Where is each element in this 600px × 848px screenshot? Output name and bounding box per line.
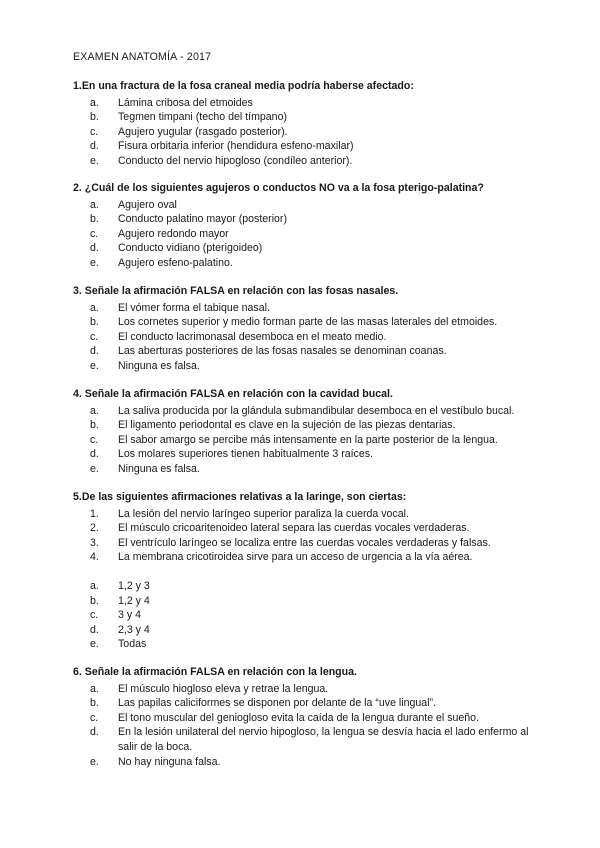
option-row	[73, 241, 543, 256]
option-text: No hay ninguna falsa.	[118, 755, 221, 768]
question-title: 5.De las siguientes afirmaciones relativas a la laringe, son ciertas:	[73, 491, 407, 503]
option-text: Las aberturas posteriores de las fosas nasales se denominan coanas.	[118, 345, 447, 358]
option-row	[73, 110, 543, 125]
question-title: 6. Señale la afirmación FALSA en relación con la lengua.	[73, 666, 357, 678]
option-text: Ninguna es falsa.	[118, 359, 200, 372]
option-marker: b.	[90, 213, 99, 226]
option-text: Conducto del nervio hipogloso (condíleo anterior).	[118, 154, 353, 167]
option-marker: b.	[90, 594, 99, 607]
option-marker: c.	[90, 227, 99, 240]
option-text: Agujero yugular (rasgado posterior).	[118, 125, 288, 138]
question-title: 2. ¿Cuál de los siguientes agujeros o conductos NO va a la fosa pterigo-palatina?	[73, 182, 484, 194]
option-text: El conducto lacrimonasal desemboca en el meato medio.	[118, 330, 387, 343]
option-marker: d.	[90, 140, 99, 153]
option-marker: c.	[90, 125, 99, 138]
option-marker: d.	[90, 448, 99, 461]
option-row	[73, 227, 543, 242]
question-1	[73, 79, 543, 169]
option-row	[73, 711, 543, 726]
option-text: Conducto palatino mayor (posterior)	[118, 213, 287, 226]
option-row	[73, 198, 543, 213]
option-text: Agujero redondo mayor	[118, 227, 229, 240]
option-marker: c.	[90, 609, 99, 622]
statement-text: La lesión del nervio laríngeo superior paraliza la cuerda vocal.	[118, 507, 409, 520]
option-text: Conducto vidiano (pterigoideo)	[118, 242, 263, 255]
option-marker: d.	[90, 345, 99, 358]
statement-text: La membrana cricotiroidea sirve para un acceso de urgencia a la vía aérea.	[118, 551, 473, 564]
question-6	[73, 665, 543, 769]
option-row	[73, 418, 543, 433]
option-row	[73, 755, 543, 770]
question-3	[73, 284, 543, 374]
option-row	[73, 594, 543, 609]
option-row	[73, 608, 543, 623]
option-text: Lámina cribosa del etmoides	[118, 96, 253, 109]
option-marker: a.	[90, 404, 99, 417]
option-marker: b.	[90, 111, 99, 124]
option-text: El sabor amargo se percibe más intensamente en la parte posterior de la lengua.	[118, 433, 498, 446]
statement-row	[73, 521, 543, 536]
option-marker: c.	[90, 433, 99, 446]
option-row	[73, 696, 543, 711]
option-text: El vómer forma el tabique nasal.	[118, 301, 270, 314]
option-marker: e.	[90, 755, 99, 768]
question-2	[73, 181, 543, 271]
option-text: En la lesión unilateral del nervio hipogloso, la lengua se desvía hacia el lado enfermo al salir de la boca.	[118, 726, 529, 753]
option-text: El ligamento periodontal es clave en la sujeción de las piezas dentarias.	[118, 419, 456, 432]
spacer	[73, 565, 543, 579]
option-text: Los cornetes superior y medio forman parte de las masas laterales del etmoides.	[118, 316, 498, 329]
option-row	[73, 344, 543, 359]
option-marker: d.	[90, 623, 99, 636]
option-row	[73, 154, 543, 169]
statement-text: El ventrículo laríngeo se localiza entre las cuerdas vocales verdaderas y falsas.	[118, 536, 491, 549]
statement-marker: 4.	[90, 551, 99, 564]
option-text: Todas	[118, 638, 147, 651]
question-5	[73, 490, 543, 652]
option-row	[73, 301, 543, 316]
option-row	[73, 447, 543, 462]
question-4	[73, 387, 543, 477]
statement-marker: 1.	[90, 507, 99, 520]
option-row	[73, 330, 543, 345]
option-row	[73, 256, 543, 271]
option-marker: b.	[90, 419, 99, 432]
option-text: Los molares superiores tienen habitualmente 3 raíces.	[118, 448, 373, 461]
option-row	[73, 433, 543, 448]
option-text: 2,3 y 4	[118, 623, 150, 636]
option-row	[73, 315, 543, 330]
option-marker: a.	[90, 198, 99, 211]
option-text: Agujero esfeno-palatino.	[118, 256, 233, 269]
option-text: Fisura orbitaria inferior (hendidura esfeno-maxilar)	[118, 140, 354, 153]
option-marker: a.	[90, 96, 99, 109]
statement-row	[73, 536, 543, 551]
option-text: La saliva producida por la glándula submandibular desemboca en el vestíbulo bucal.	[118, 404, 515, 417]
option-text: El tono muscular del geniogloso evita la caída de la lengua durante el sueño.	[118, 711, 480, 724]
option-marker: a.	[90, 682, 99, 695]
option-row	[73, 139, 543, 154]
option-text: Ninguna es falsa.	[118, 462, 200, 475]
option-text: El músculo hiogloso eleva y retrae la lengua.	[118, 682, 329, 695]
option-marker: c.	[90, 711, 99, 724]
option-marker: e.	[90, 256, 99, 269]
option-row	[73, 462, 543, 477]
option-row	[73, 682, 543, 697]
statement-row	[73, 507, 543, 522]
option-row	[73, 623, 543, 638]
option-marker: e.	[90, 359, 99, 372]
option-text: Las papilas caliciformes se disponen por delante de la “uve lingual”.	[118, 697, 436, 710]
option-marker: e.	[90, 462, 99, 475]
statement-text: El músculo cricoaritenoideo lateral separa las cuerdas vocales verdaderas.	[118, 522, 470, 535]
option-marker: b.	[90, 697, 99, 710]
option-marker: e.	[90, 154, 99, 167]
option-text: 1,2 y 4	[118, 594, 150, 607]
statement-marker: 3.	[90, 536, 99, 549]
option-marker: e.	[90, 638, 99, 651]
option-marker: c.	[90, 330, 99, 343]
option-text: Agujero oval	[118, 198, 177, 211]
question-title: 4. Señale la afirmación FALSA en relación con la cavidad bucal.	[73, 388, 393, 400]
option-row	[73, 637, 543, 652]
option-row	[73, 725, 543, 754]
option-text: Tegmen timpani (techo del tímpano)	[118, 111, 287, 124]
option-marker: b.	[90, 316, 99, 329]
question-title: 1.En una fractura de la fosa craneal media podría haberse afectado:	[73, 80, 414, 92]
option-marker: a.	[90, 301, 99, 314]
option-row	[73, 359, 543, 374]
option-text: 3 y 4	[118, 609, 141, 622]
option-row	[73, 125, 543, 140]
option-marker: d.	[90, 726, 99, 739]
option-row	[73, 404, 543, 419]
option-row	[73, 579, 543, 594]
option-marker: d.	[90, 242, 99, 255]
statement-row	[73, 550, 543, 565]
option-text: 1,2 y 3	[118, 579, 150, 592]
option-row	[73, 212, 543, 227]
document-title: EXAMEN ANATOMÍA - 2017	[73, 51, 212, 63]
option-marker: a.	[90, 579, 99, 592]
option-row	[73, 96, 543, 111]
question-title: 3. Señale la afirmación FALSA en relación con las fosas nasales.	[73, 285, 399, 297]
statement-marker: 2.	[90, 522, 99, 535]
